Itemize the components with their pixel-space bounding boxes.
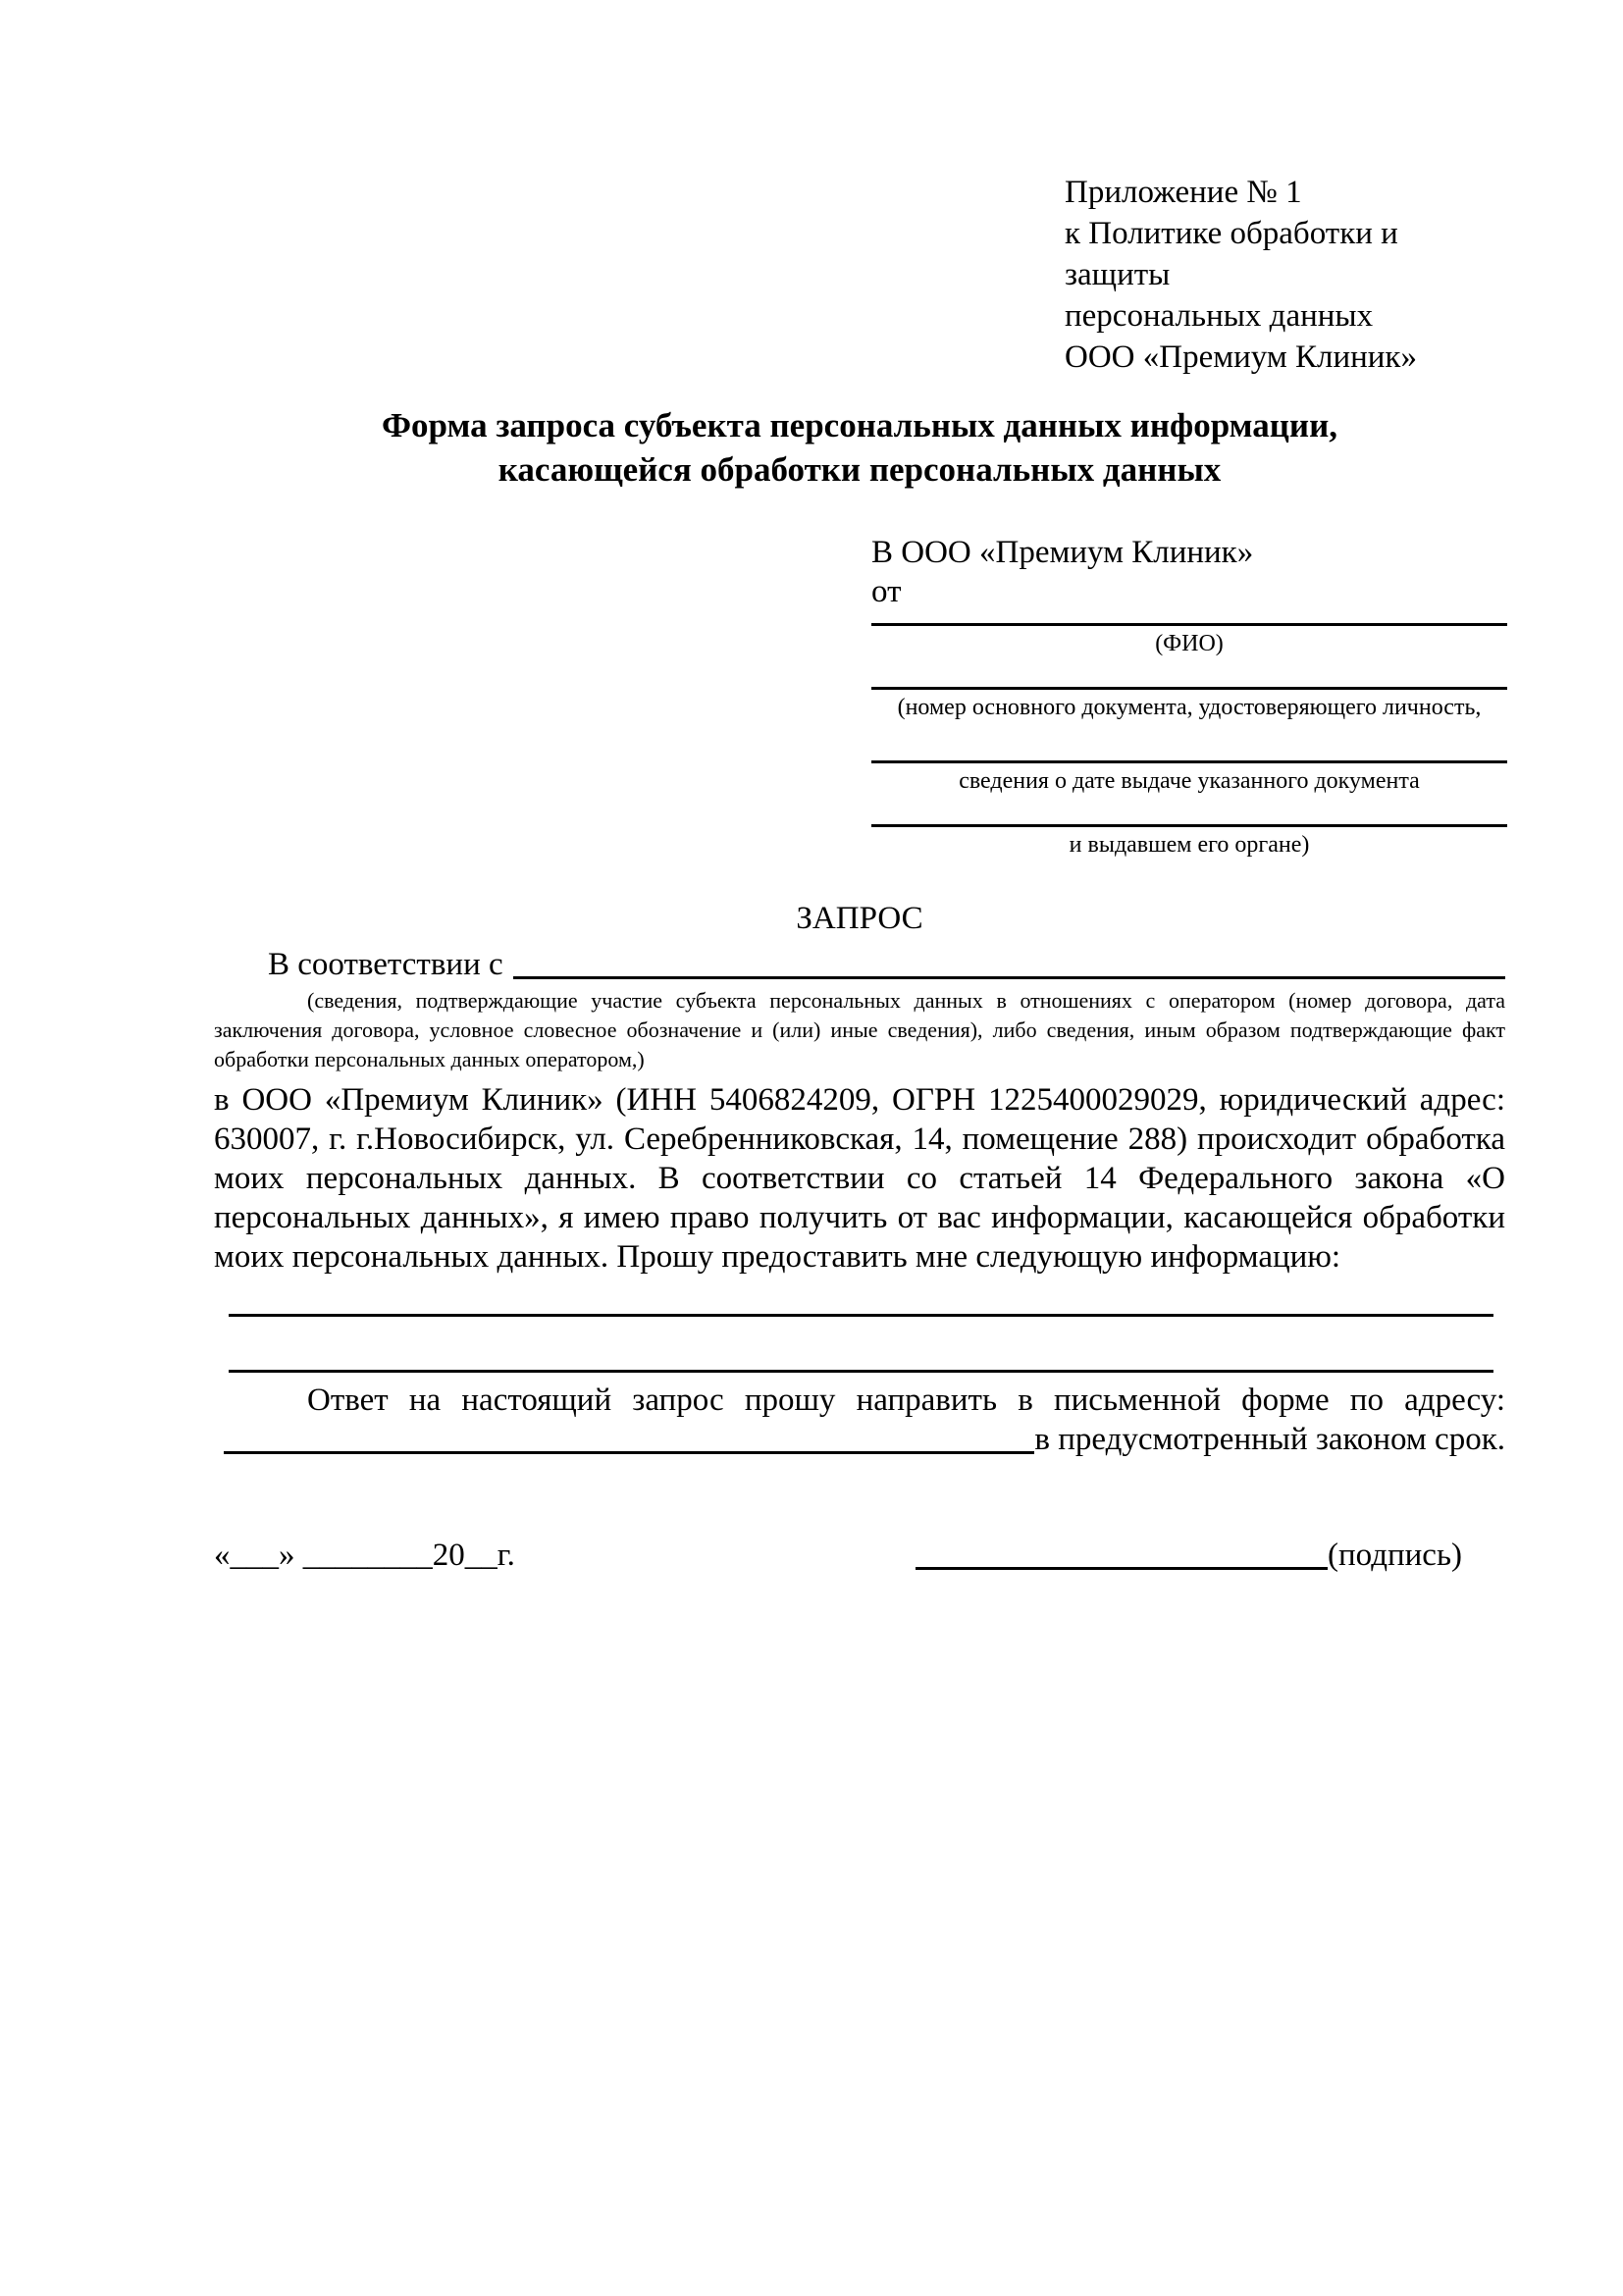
- issue-date-caption: сведения о дате выдаче указанного документа: [959, 768, 1420, 794]
- date-signature-row: [214, 1536, 1505, 1575]
- request-body-paragraph: в ООО «Премиум Клиник» (ИНН 5406824209, ОГРН 1225400029029, юридический адрес: 630007, г. г.Новосибирск, ул. Серебренниковская, 14, помещение 288) происходит обработка моих персональных данных. В соответствии со статьей 14 Федерального закона «О персональных данных», я имею право получить от вас информации, касающейся обработки моих персональных данных. Прошу предоставить мне следующую информацию:: [214, 1082, 1505, 1275]
- request-heading: ЗАПРОС: [796, 901, 923, 936]
- document-number-caption: (номер основного документа, удостоверяющего личность,: [897, 695, 1482, 720]
- fio-blank-line: [871, 623, 1507, 626]
- reply-deadline-row: [214, 1420, 1505, 1459]
- appendix-block: [1065, 172, 1505, 378]
- signature-group: [916, 1536, 1462, 1575]
- requested-info-blank-line-1: [229, 1314, 1493, 1317]
- appendix-line: к Политике обработки и защиты: [1065, 216, 1398, 292]
- appendix-line: ООО «Премиум Клиник»: [1065, 339, 1417, 375]
- requested-info-blank-line-2: [229, 1370, 1493, 1373]
- document-number-blank-line: [871, 687, 1507, 690]
- form-title: [214, 403, 1505, 492]
- compliance-intro-row: [214, 945, 1505, 984]
- issue-date-blank-line: [871, 760, 1507, 763]
- reply-address-paragraph: Ответ на настоящий запрос прошу направить в письменной форме по адресу:: [307, 1383, 1505, 1418]
- addressee-from-label: от: [871, 574, 902, 609]
- form-title-line-1: Форма запроса субъекта персональных данных информации,: [381, 406, 1338, 444]
- form-title-line-2: касающейся обработки персональных данных: [497, 450, 1222, 489]
- compliance-caption: (сведения, подтверждающие участие субъекта персональных данных в отношениях с оператором (номер договора, дата заключения договора, условное словесное обозначение и (или) иные сведения), либо сведения, иным образом подтверждающие факт обработки персональных данных оператором,): [214, 988, 1505, 1071]
- issuing-authority-blank-line: [871, 824, 1507, 827]
- signature-blank-line: [916, 1536, 1328, 1570]
- addressee-block: [871, 533, 1507, 859]
- addressee-to: В ООО «Премиум Клиник»: [871, 535, 1254, 570]
- fio-caption: (ФИО): [1155, 631, 1224, 656]
- appendix-line: персональных данных: [1065, 298, 1374, 334]
- reply-deadline-text: в предусмотренный законом срок.: [1034, 1422, 1505, 1457]
- issuing-authority-caption: и выдавшем его органе): [1069, 832, 1310, 858]
- signature-caption: (подпись): [1328, 1538, 1462, 1573]
- date-blank: «___» ________20__г.: [214, 1538, 515, 1573]
- compliance-intro-label: В соответствии с: [268, 947, 503, 982]
- compliance-blank-line: [513, 945, 1505, 979]
- appendix-line: Приложение № 1: [1065, 175, 1302, 210]
- reply-address-blank-line: [224, 1420, 1034, 1454]
